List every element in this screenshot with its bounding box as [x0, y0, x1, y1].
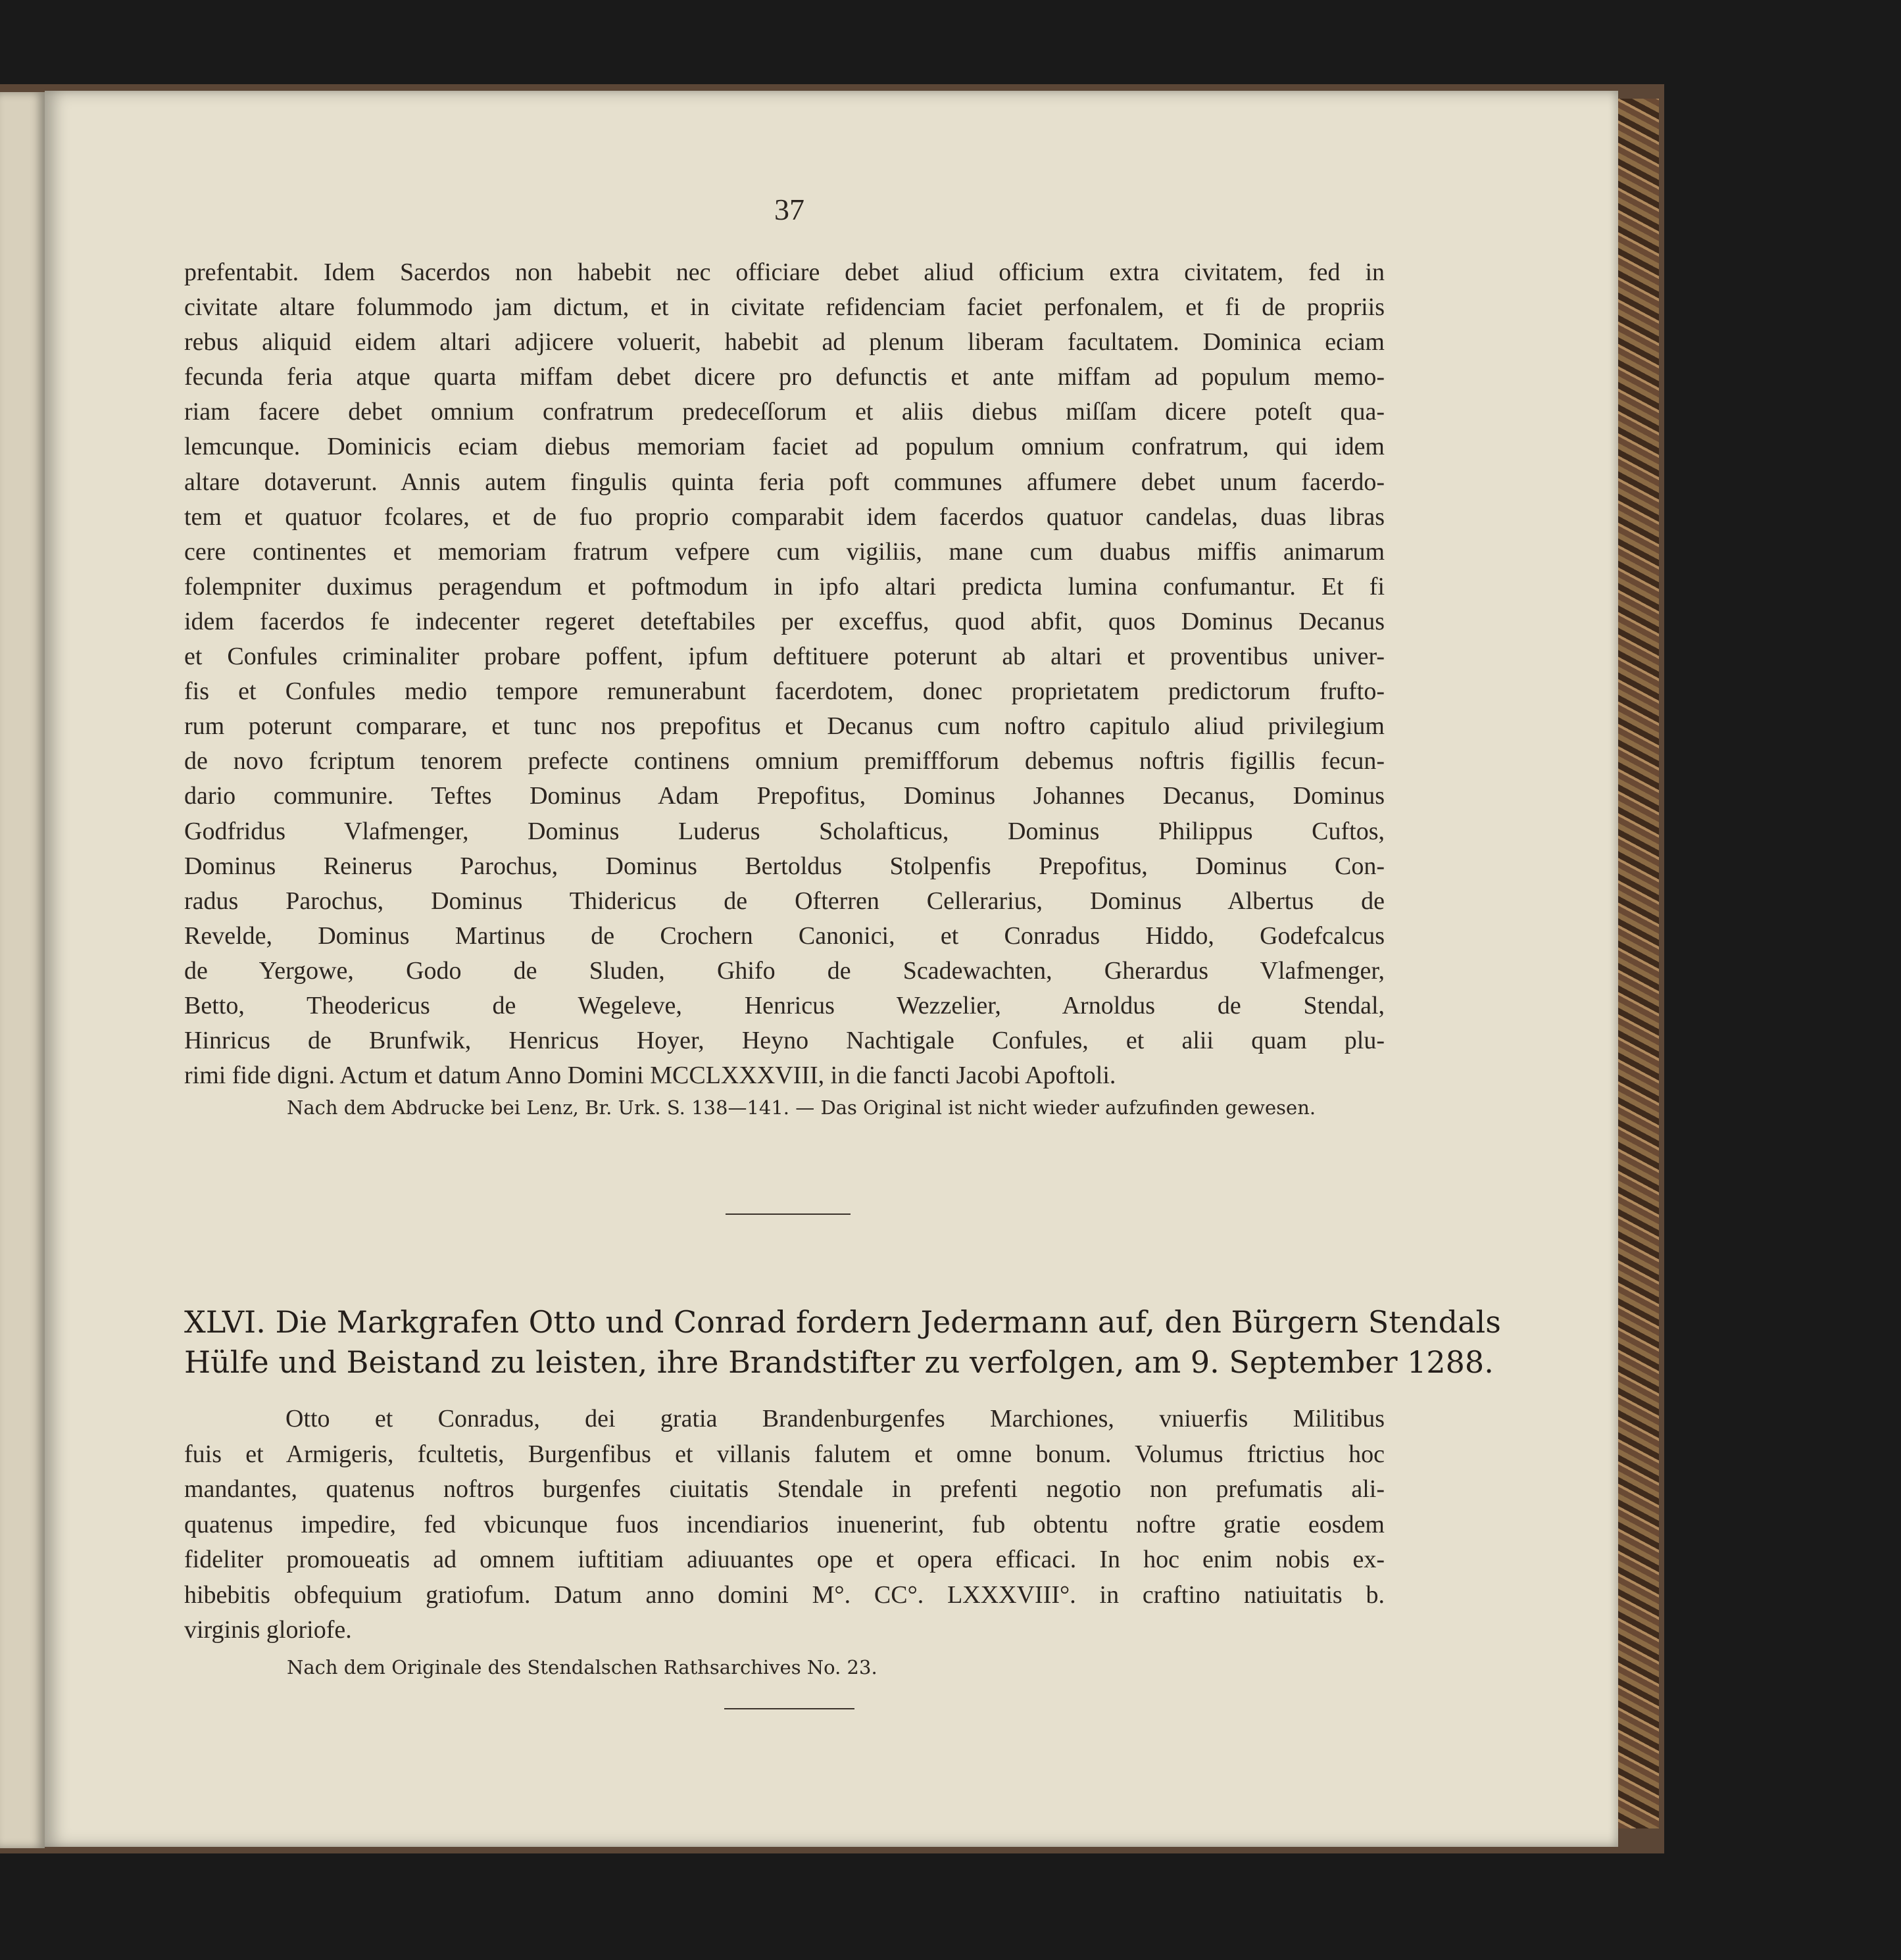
text-line: quatenus impedire, fed vbicunque fuos incendiarios inuenerint, fub obtentu noftre gratie eosdem [184, 1510, 1385, 1538]
text-line: fuis et Armigeris, fcultetis, Burgenfibus et villanis falutem et omne bonum. Volumus ftrictius hoc [184, 1440, 1385, 1468]
text-line: mandantes, quatenus noftros burgenfes ciuitatis Stendale in prefenti negotio non prefumatis ali- [184, 1475, 1385, 1503]
page-number: 37 [774, 193, 804, 226]
charter-text-continued [184, 255, 1385, 1093]
text-line: Dominus Reinerus Parochus, Dominus Bertoldus Stolpenfis Prepofitus, Dominus Con- [184, 852, 1385, 880]
text-line: fis et Confules medio tempore remunerabunt facerdotem, donec proprietatem predictorum frufto- [184, 677, 1385, 706]
section-divider [724, 1708, 854, 1709]
heading-line-1 [184, 1302, 1501, 1342]
text-line: fideliter promoueatis ad omnem iuftitiam adiuuantes ope et opera efficaci. In hoc enim nobis ex- [184, 1546, 1385, 1573]
text-line: hibebitis obfequium gratiofum. Datum anno domini M°. CC°. LXXXVIII°. in craftino natiuitatis b. [184, 1580, 1385, 1609]
text-line: tem et quatuor fcolares, et de fuo proprio comparabit idem facerdos quatuor candelas, duas libras [184, 502, 1385, 531]
text-line: de novo fcriptum tenorem prefecte continens omnium premiffforum debemus noftris figillis fecun- [184, 747, 1385, 775]
text-line: virginis gloriofe. [184, 1616, 352, 1644]
text-line: de Yergowe, Godo de Sluden, Ghifo de Scadewachten, Gherardus Vlafmenger, [184, 956, 1385, 985]
text-line: Revelde, Dominus Martinus de Crochern Canonici, et Conradus Hiddo, Godefcalcus [184, 921, 1385, 950]
source-note: Nach dem Abdrucke bei Lenz, Br. Urk. S. 138—141. — Das Original ist nicht wieder aufzufinden gewesen. [287, 1096, 1316, 1119]
text-line: rimi fide digni. Actum et datum Anno Domini MCCLXXXVIII, in die fancti Jacobi Apoftoli. [184, 1062, 1116, 1090]
text-line: cere continentes et memoriam fratrum vefpere cum vigiliis, mane cum duabus miffis animarum [184, 537, 1385, 566]
left-page-edge [0, 92, 45, 1848]
text-line: idem facerdos fe indecenter regeret deteftabiles per exceffus, quod abfit, quos Dominus Decanus [184, 607, 1385, 635]
text-line: prefentabit. Idem Sacerdos non habebit nec officiare debet aliud officium extra civitatem, fed in [184, 258, 1385, 286]
text-line: Otto et Conradus, dei gratia Brandenburgenfes Marchiones, vniuerfis Militibus [285, 1405, 1385, 1433]
heading-line-2: Hülfe und Beistand zu leisten, ihre Brandstifter zu verfolgen, am 9. September 1288. [184, 1344, 1494, 1380]
heading-title: Die Markgrafen Otto und Conrad fordern Jedermann auf, den Bürgern Stendals [275, 1304, 1501, 1340]
charter-text [184, 1402, 1385, 1648]
text-line: altare dotaverunt. Annis autem fingulis quinta feria poft communes affumere debet unum facerdo- [184, 468, 1385, 496]
document-number: XLVI. [184, 1304, 266, 1340]
text-line: riam facere debet omnium confratrum predeceſſorum et aliis diebus miſſam dicere poteſt qua- [184, 398, 1385, 426]
marbled-page-edges [1618, 99, 1659, 1828]
text-line: rum poterunt comparare, et tunc nos prepofitus et Decanus cum noftro capitulo aliud privilegium [184, 712, 1385, 741]
text-line: Godfridus Vlafmenger, Dominus Luderus Scholafticus, Dominus Philippus Cuftos, [184, 817, 1385, 845]
section-divider [726, 1213, 851, 1215]
text-line: fecunda feria atque quarta miffam debet dicere pro defunctis et ante miffam ad populum memo- [184, 363, 1385, 391]
text-line: lemcunque. Dominicis eciam diebus memoriam faciet ad populum omnium confratrum, qui idem [184, 433, 1385, 461]
text-line: et Confules criminaliter probare poffent, ipfum deftituere poterunt ab altari et proventibus univer- [184, 643, 1385, 671]
text-line: radus Parochus, Dominus Thidericus de Ofterren Cellerarius, Dominus Albertus de [184, 887, 1385, 915]
document-heading [184, 1302, 1501, 1383]
text-line: Betto, Theodericus de Wegeleve, Henricus Wezzelier, Arnoldus de Stendal, [184, 991, 1385, 1019]
source-note: Nach dem Originale des Stendalschen Rathsarchives No. 23. [287, 1656, 877, 1678]
text-line: Hinricus de Brunfwik, Henricus Hoyer, Heyno Nachtigale Confules, et alii quam plu- [184, 1027, 1385, 1055]
text-line: folempniter duximus peragendum et poftmodum in ipfo altari predicta lumina confumantur. Et fi [184, 572, 1385, 600]
text-line: civitate altare folummodo jam dictum, et in civitate refidenciam faciet perfonalem, et fi de propriis [184, 293, 1385, 322]
text-line: rebus aliquid eidem altari adjicere voluerit, habebit ad plenum liberam facultatem. Dominica eciam [184, 328, 1385, 356]
text-line: dario communire. Teftes Dominus Adam Prepofitus, Dominus Johannes Decanus, Dominus [184, 782, 1385, 810]
